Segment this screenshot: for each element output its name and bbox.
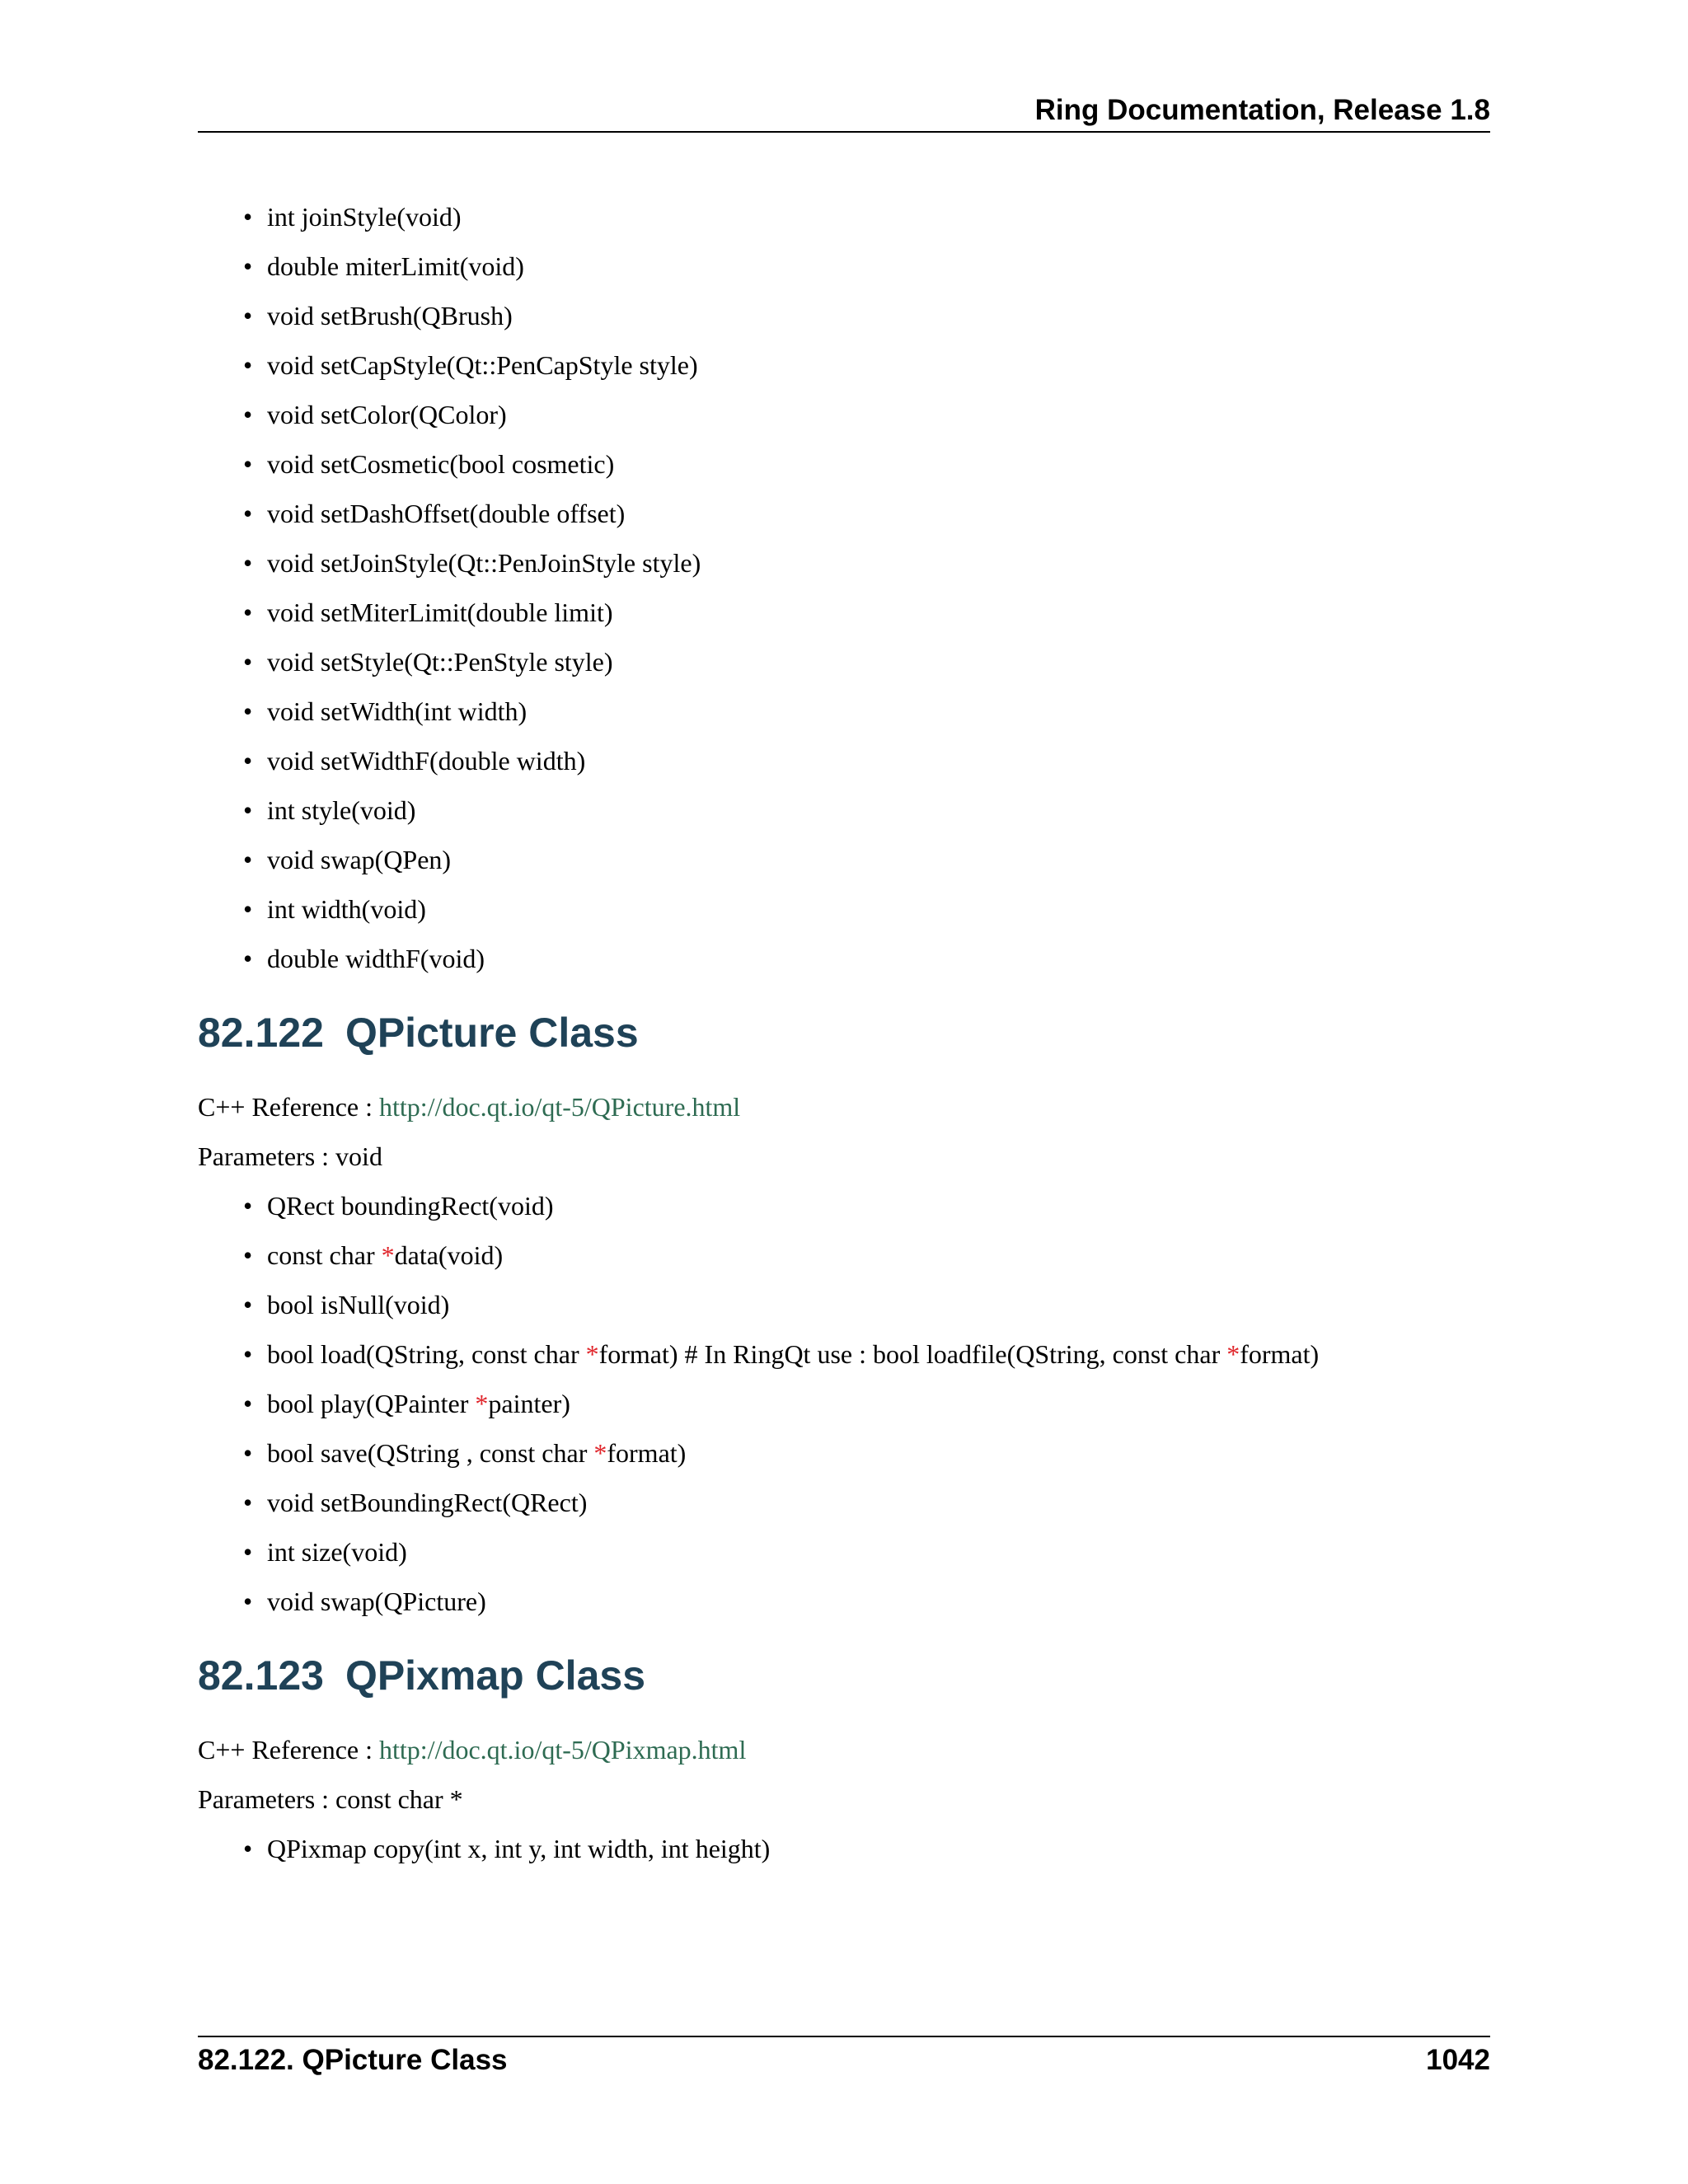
list-item	[198, 1428, 1490, 1478]
list-item	[198, 1329, 1490, 1379]
list-item	[198, 291, 1490, 340]
pointer-star: *	[593, 1438, 607, 1468]
bullet-icon: •	[243, 499, 253, 528]
method-signature: void setStyle(Qt::PenStyle style)	[267, 647, 613, 677]
method-signature: int joinStyle(void)	[267, 202, 462, 232]
method-signature: double miterLimit(void)	[267, 251, 524, 281]
cpp-reference	[198, 1725, 1490, 1774]
bullet-icon: •	[243, 202, 253, 232]
method-signature: void setBrush(QBrush)	[267, 301, 513, 330]
list-item	[198, 687, 1490, 736]
method-signature: QPixmap copy(int x, int y, int width, int height)	[267, 1834, 771, 1863]
bullet-icon: •	[243, 1290, 253, 1319]
bullet-icon: •	[243, 1537, 253, 1567]
bullet-icon: •	[243, 1438, 253, 1468]
method-signature: void setWidth(int width)	[267, 696, 528, 726]
reference-link[interactable]: http://doc.qt.io/qt-5/QPicture.html	[379, 1092, 741, 1122]
method-signature-rest: format)	[607, 1438, 687, 1468]
section-number: 82.123	[198, 1652, 324, 1699]
method-signature-end: format)	[1240, 1339, 1320, 1369]
list-item	[198, 1824, 1490, 1873]
list-item	[198, 785, 1490, 835]
list-item	[198, 1181, 1490, 1230]
bullet-icon: •	[243, 598, 253, 627]
method-signature: void setJoinStyle(Qt::PenJoinStyle style)	[267, 548, 701, 578]
list-item	[198, 934, 1490, 983]
list-item	[198, 884, 1490, 934]
list-item	[198, 390, 1490, 439]
bullet-icon: •	[243, 1240, 253, 1270]
reference-label: C++ Reference :	[198, 1092, 373, 1122]
reference-link[interactable]: http://doc.qt.io/qt-5/QPixmap.html	[379, 1735, 747, 1765]
method-signature: void swap(QPen)	[267, 845, 452, 874]
page-content	[198, 192, 1490, 1873]
list-item	[198, 192, 1490, 241]
method-signature: void setBoundingRect(QRect)	[267, 1488, 588, 1517]
parameters-text: Parameters : const char *	[198, 1784, 463, 1814]
method-signature: double widthF(void)	[267, 944, 485, 973]
qpicture-methods-list	[198, 1181, 1490, 1626]
list-item	[198, 1577, 1490, 1626]
footer-section-title: 82.122. QPicture Class	[198, 2044, 508, 2076]
list-item	[198, 1230, 1490, 1280]
method-signature: QRect boundingRect(void)	[267, 1191, 554, 1221]
bullet-icon: •	[243, 795, 253, 825]
bullet-icon: •	[243, 1389, 253, 1418]
method-signature: const char	[267, 1240, 382, 1270]
page-number: 1042	[1426, 2044, 1490, 2076]
bullet-icon: •	[243, 301, 253, 330]
list-item	[198, 736, 1490, 785]
method-signature: bool load(QString, const char	[267, 1339, 586, 1369]
method-signature: void swap(QPicture)	[267, 1586, 486, 1616]
bullet-icon: •	[243, 1488, 253, 1517]
list-item	[198, 538, 1490, 588]
method-signature: void setMiterLimit(double limit)	[267, 598, 613, 627]
bullet-icon: •	[243, 746, 253, 776]
section-number: 82.122	[198, 1010, 324, 1056]
method-signature: void setColor(QColor)	[267, 400, 507, 429]
method-signature: void setCapStyle(Qt::PenCapStyle style)	[267, 350, 698, 380]
header-rule	[198, 131, 1490, 133]
method-signature-rest: painter)	[488, 1389, 570, 1418]
bullet-icon: •	[243, 1339, 253, 1369]
method-signature-rest: data(void)	[394, 1240, 504, 1270]
pointer-star: *	[475, 1389, 489, 1418]
bullet-icon: •	[243, 1586, 253, 1616]
bullet-icon: •	[243, 1191, 253, 1221]
pointer-star: *	[585, 1339, 599, 1369]
reference-label: C++ Reference :	[198, 1735, 373, 1765]
method-signature: bool isNull(void)	[267, 1290, 450, 1319]
running-header-title: Ring Documentation, Release 1.8	[1034, 94, 1490, 126]
bullet-icon: •	[243, 696, 253, 726]
list-item	[198, 439, 1490, 489]
pointer-star: *	[381, 1240, 395, 1270]
parameters-text: Parameters : void	[198, 1141, 382, 1171]
method-signature: bool save(QString , const char	[267, 1438, 594, 1468]
list-item	[198, 489, 1490, 538]
method-signature: void setCosmetic(bool cosmetic)	[267, 449, 615, 479]
cpp-reference	[198, 1082, 1490, 1132]
list-item	[198, 1527, 1490, 1577]
bullet-icon: •	[243, 350, 253, 380]
section-title: QPicture Class	[345, 1010, 639, 1056]
qpixmap-methods-list	[198, 1824, 1490, 1873]
footer-rule	[198, 2036, 1490, 2037]
method-signature: bool play(QPainter	[267, 1389, 476, 1418]
list-item	[198, 340, 1490, 390]
section-heading-qpicture	[198, 1008, 1490, 1057]
bullet-icon: •	[243, 400, 253, 429]
method-signature: int width(void)	[267, 894, 426, 924]
list-item	[198, 241, 1490, 291]
list-item	[198, 588, 1490, 637]
qpen-methods-list	[198, 192, 1490, 983]
bullet-icon: •	[243, 449, 253, 479]
bullet-icon: •	[243, 845, 253, 874]
bullet-icon: •	[243, 894, 253, 924]
bullet-icon: •	[243, 548, 253, 578]
list-item	[198, 1379, 1490, 1428]
bullet-icon: •	[243, 944, 253, 973]
section-heading-qpixmap	[198, 1651, 1490, 1700]
method-signature: void setDashOffset(double offset)	[267, 499, 626, 528]
bullet-icon: •	[243, 1834, 253, 1863]
bullet-icon: •	[243, 647, 253, 677]
method-signature-rest: format) # In RingQt use : bool loadfile(QString, const char	[598, 1339, 1227, 1369]
bullet-icon: •	[243, 251, 253, 281]
list-item	[198, 1280, 1490, 1329]
method-signature: void setWidthF(double width)	[267, 746, 586, 776]
section-title: QPixmap Class	[345, 1652, 645, 1699]
list-item	[198, 835, 1490, 884]
method-signature: int size(void)	[267, 1537, 407, 1567]
pointer-star: *	[1226, 1339, 1240, 1369]
list-item	[198, 1478, 1490, 1527]
list-item	[198, 637, 1490, 687]
method-signature: int style(void)	[267, 795, 416, 825]
